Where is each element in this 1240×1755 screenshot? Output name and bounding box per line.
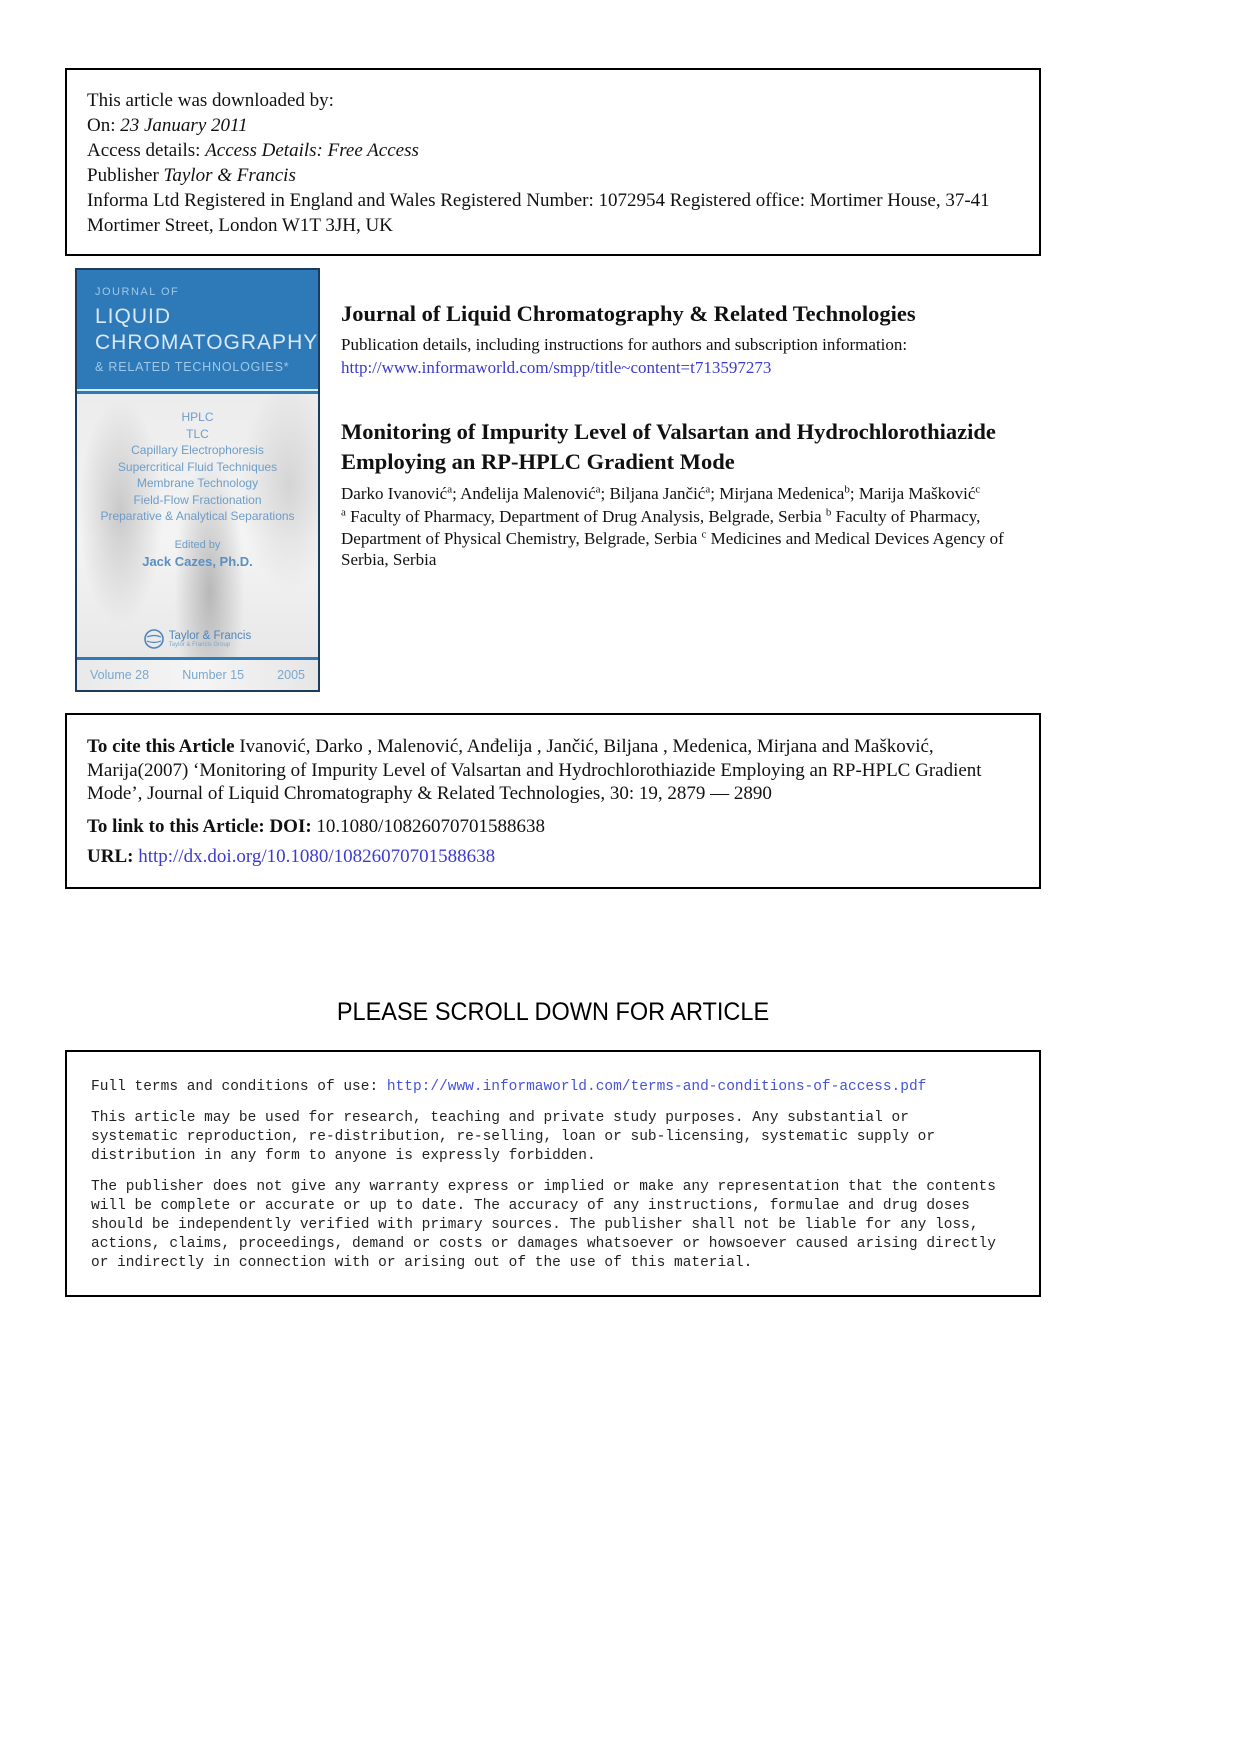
downloaded-by-line: This article was downloaded by: bbox=[87, 90, 334, 111]
doi-value: 10.1080/10826070701588638 bbox=[316, 815, 545, 837]
article-authors: Darko Ivanović$^a$; Anđelija Malenović$^a$; Biljana Jančić$^a$; Mirjana Medenica$^b$; Marija Mašković$^c$ bbox=[341, 483, 981, 503]
journal-title: Journal of Liquid Chromatography & Related Technologies bbox=[341, 301, 916, 326]
doi-url-link[interactable]: http://dx.doi.org/10.1080/10826070701588638 bbox=[138, 846, 496, 867]
url-line bbox=[87, 845, 1019, 869]
journal-header-section bbox=[75, 268, 1041, 692]
article-title: Monitoring of Impurity Level of Valsartan and Hydrochlorothiazide Employing an RP-HPLC Gradient Mode bbox=[341, 419, 996, 474]
scroll-down-notice: PLEASE SCROLL DOWN FOR ARTICLE bbox=[336, 998, 770, 1026]
cover-title-line1: LIQUID bbox=[95, 305, 172, 328]
full-terms-label: Full terms and conditions of use: bbox=[91, 1079, 387, 1095]
cover-topic: Membrane Technology bbox=[136, 476, 259, 490]
cover-divider bbox=[77, 386, 318, 394]
cover-subtitle: & RELATED TECHNOLOGIES* bbox=[95, 360, 290, 374]
publication-details: Publication details, including instructions for authors and subscription information: bbox=[341, 335, 908, 354]
publisher-line bbox=[87, 163, 1019, 188]
cover-topic: Supercritical Fluid Techniques bbox=[117, 459, 278, 474]
journal-url-link[interactable]: http://www.informaworld.com/smpp/title~content=t713597273 bbox=[341, 358, 772, 377]
full-terms-line bbox=[91, 1078, 1015, 1097]
terms-url-link[interactable]: http://www.informaworld.com/terms-and-conditions-of-access.pdf bbox=[386, 1079, 927, 1095]
informa-registration-line: Informa Ltd Registered in England and Wales Registered Number: 1072954 Registered office: Mortimer House, 37-41 Mortimer Street, London W1T 3JH, UK bbox=[87, 190, 990, 236]
logo-subtext: Taylor & Francis Group bbox=[168, 642, 231, 648]
cover-kicker: JOURNAL OF bbox=[95, 286, 180, 298]
journal-cover-image bbox=[75, 268, 320, 692]
access-value: Access Details: Free Access bbox=[205, 140, 419, 161]
terms-box bbox=[65, 1050, 1041, 1297]
download-date-line bbox=[87, 113, 1019, 138]
access-details-line bbox=[87, 138, 1019, 163]
url-label: URL: bbox=[87, 846, 139, 867]
doi-label: To link to this Article: DOI: bbox=[87, 815, 317, 837]
download-date: 23 January 2011 bbox=[120, 115, 248, 136]
access-label: Access details: bbox=[87, 140, 206, 161]
cover-volume-bar bbox=[77, 660, 318, 690]
cover-topic: Preparative & Analytical Separations bbox=[100, 509, 295, 523]
terms-paragraph-warranty: The publisher does not give any warranty express or implied or make any representation that the contents will be complete or accurate or up to date. The accuracy of any instructions, formulae and drug doses should be independently verified with primary sources. The publisher shall not be liable for any loss, actions, claims, proceedings, demand or costs or damages whatsoever or howsoever caused arising directly or indirectly in connection with or arising out of the use of this material. bbox=[91, 1179, 996, 1271]
citation-box bbox=[65, 713, 1041, 889]
cover-title-line2: CHROMATOGRAPHY bbox=[95, 331, 319, 354]
publisher-value: Taylor & Francis bbox=[163, 165, 296, 186]
cover-editor-name: Jack Cazes, Ph.D. bbox=[142, 553, 253, 569]
logo-text bbox=[169, 630, 251, 648]
cover-year: 2005 bbox=[277, 668, 305, 682]
publisher-label: Publisher bbox=[87, 165, 164, 186]
cover-masthead bbox=[77, 270, 318, 386]
journal-header-text bbox=[341, 268, 1041, 571]
cover-topic: Field-Flow Fractionation bbox=[133, 492, 262, 507]
journal-url-line bbox=[341, 358, 1041, 378]
cover-topic: Capillary Electrophoresis bbox=[131, 443, 264, 457]
terms-paragraph-usage: This article may be used for research, teaching and private study purposes. Any substantial or systematic reproduction, re-distribution, re-selling, loan or sub-licensing, systematic supply or distribution in any form to anyone is expressly forbidden. bbox=[91, 1110, 936, 1164]
taylor-francis-logo bbox=[144, 629, 251, 649]
cover-topic: TLC bbox=[186, 426, 209, 441]
doi-line bbox=[87, 815, 1019, 839]
cover-topics bbox=[100, 409, 294, 525]
cite-text: Ivanović, Darko , Malenović, Anđelija , Jančić, Biljana , Medenica, Mirjana and Mašković, Marija(2007) ‘Monitoring of Impurity Level of Valsartan and Hydrochlorothiazide Employing an RP-HPLC Gradient Mode’, Journal of Liquid Chromatography & Related Technologies, 30: 19, 2879 — 2890 bbox=[87, 736, 982, 804]
cover-edited-by: Edited by bbox=[174, 538, 221, 551]
cover-body bbox=[77, 394, 318, 657]
download-info-box bbox=[65, 68, 1041, 256]
globe-icon bbox=[144, 629, 164, 649]
cover-number: Number 15 bbox=[182, 668, 245, 682]
cite-label: To cite this Article bbox=[87, 736, 235, 757]
cover-topic: HPLC bbox=[181, 410, 214, 424]
on-label: On: bbox=[87, 115, 121, 136]
article-affiliations: $^a$ Faculty of Pharmacy, Department of Drug Analysis, Belgrade, Serbia $^b$ Faculty of Pharmacy, Department of Physical Chemistry, Belgrade, Serbia $^c$ Medicines and Medical Devices Agency of Serbia, Serbia bbox=[341, 506, 1004, 569]
cite-line bbox=[87, 735, 1019, 806]
logo-name: Taylor & Francis bbox=[168, 630, 252, 642]
cover-volume: Volume 28 bbox=[90, 668, 150, 682]
